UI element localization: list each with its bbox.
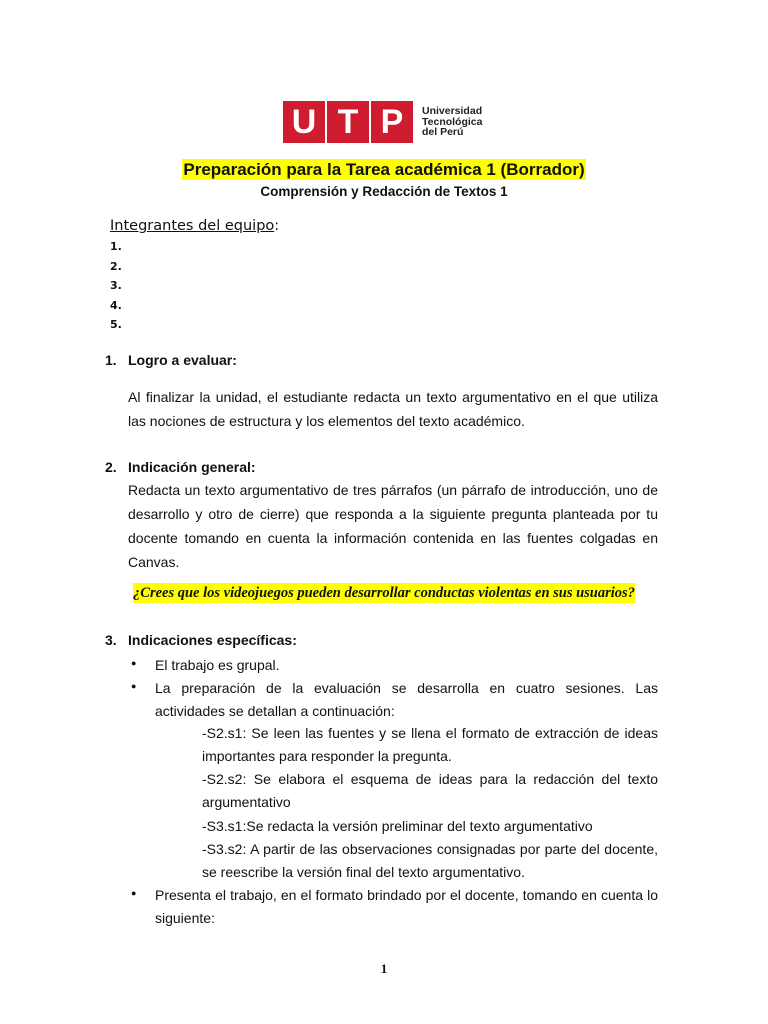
- bullet-item: Presenta el trabajo, en el formato brindado por el docente, tomando en cuenta lo siguiente:: [155, 887, 658, 926]
- activity-item: -S2.s2: Se elabora el esquema de ideas para la redacción del texto argumentativo: [202, 771, 658, 810]
- team-heading: [110, 216, 279, 236]
- bullet-dot-icon: ●: [131, 658, 137, 668]
- logo-letter-p: P: [371, 101, 413, 143]
- bullet-dot-icon: ●: [131, 888, 137, 898]
- section-3-heading: [105, 631, 297, 649]
- logo-letter-t: T: [327, 101, 369, 143]
- team-heading-colon: :: [274, 218, 280, 234]
- section-title: Logro a evaluar:: [128, 352, 237, 368]
- bullet-item: La preparación de la evaluación se desarrolla en cuatro sesiones. Las actividades se detallan a continuación:: [155, 680, 658, 719]
- section-2-text: Redacta un texto argumentativo de tres párrafos (un párrafo de introducción, uno de desarrollo y otro de cierre) que responda a la siguiente pregunta planteada por tu docente tomando en cuenta la información contenida en las fuentes colgadas en Canvas.: [128, 482, 658, 570]
- logo-text-line: Tecnológica: [422, 115, 483, 128]
- team-member-item: 2.: [110, 259, 122, 273]
- bullet-item: El trabajo es grupal.: [155, 657, 280, 673]
- team-member-item: 1.: [110, 240, 122, 253]
- question-container: [0, 583, 768, 603]
- activity-item: -S3.s2: A partir de las observaciones consignadas por parte del docente, se reescribe la versión final del texto argumentativo.: [202, 841, 658, 880]
- document-title: Preparación para la Tarea académica 1 (Borrador): [183, 160, 585, 179]
- activity-item: -S3.s1:Se redacta la versión preliminar del texto argumentativo: [202, 818, 593, 834]
- section-1-heading: [105, 351, 237, 369]
- team-member-list: [110, 240, 122, 338]
- bullet-dot-icon: ●: [131, 681, 137, 691]
- team-member-item: 3.: [110, 279, 122, 292]
- logo-text-line: del Perú: [422, 126, 464, 139]
- logo-university-name: [422, 106, 482, 138]
- section-number: 1.: [105, 352, 117, 368]
- team-heading-label: Integrantes del equipo: [110, 218, 275, 234]
- section-title: Indicación general:: [128, 459, 256, 475]
- document-subtitle: Comprensión y Redacción de Textos 1: [260, 184, 508, 199]
- page-number: 1: [380, 961, 388, 976]
- section-title: Indicaciones específicas:: [128, 632, 297, 648]
- team-member-item: 5.: [110, 318, 122, 331]
- logo-text-line: Universidad: [422, 105, 483, 118]
- section-number: 2.: [105, 459, 117, 475]
- section-2-heading: [105, 458, 256, 476]
- title-container: [0, 159, 768, 180]
- section-number: 3.: [105, 632, 117, 648]
- section-1-text: Al finalizar la unidad, el estudiante redacta un texto argumentativo en el que utiliza las nociones de estructura y los elementos del texto académico.: [128, 389, 658, 429]
- activity-item: -S2.s1: Se leen las fuentes y se llena el formato de extracción de ideas importantes para responder la pregunta.: [202, 725, 658, 764]
- guiding-question: ¿Crees que los videojuegos pueden desarrollar conductas violentas en sus usuarios?: [133, 585, 635, 601]
- utp-logo: [283, 101, 482, 143]
- logo-letter-u: U: [283, 101, 325, 143]
- team-member-item: 4.: [110, 298, 122, 312]
